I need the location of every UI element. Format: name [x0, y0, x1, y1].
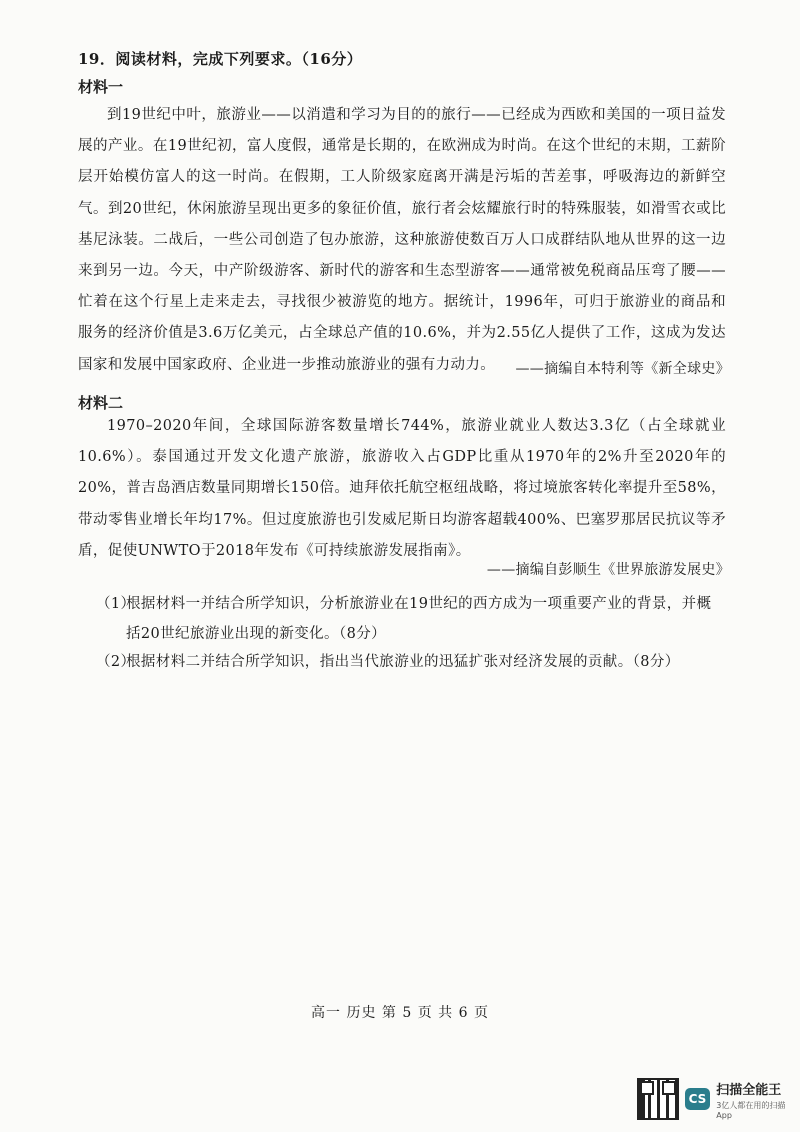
subquestion-text: 根据材料一并结合所学知识，分析旅游业在19世纪的西方成为一项重要产业的背景，并概 — [126, 596, 712, 612]
material2-text: 1970–2020年间，全球国际游客数量增长744%，旅游业就业人数达3.3亿（占全球就业10.6%）。泰国通过开发文化遗产旅游，旅游收入占GDP比重从1970年的2%升至2020年的20%，普吉岛酒店数量同期增长150倍。迪拜依托航空枢纽战略，将过境旅客转化率提升至58%，带动零售业增长年均17%。但过度旅游也引发威尼斯日均游客超载400%、巴塞罗那居民抗议等矛盾，促使UNWTO于2018年发布《可持续旅游发展指南》。 — [78, 418, 726, 559]
scanner-watermark — [637, 1078, 800, 1120]
scanner-tagline: 3亿人都在用的扫描App — [716, 1100, 786, 1120]
page-footer: 高一 历史 第 5 页 共 6 页 — [311, 1005, 489, 1021]
material2-heading: 材料二 — [78, 394, 124, 412]
scanner-name: 扫描全能王 — [716, 1082, 782, 1098]
subquestion-text: 根据材料二并结合所学知识，指出当代旅游业的迅猛扩张对经济发展的贡献。（8分） — [126, 654, 680, 670]
qr-code-icon — [637, 1078, 679, 1120]
question-title: 19．阅读材料，完成下列要求。（16分） — [78, 50, 363, 68]
material1-heading: 材料一 — [78, 78, 124, 96]
subquestion-2 — [96, 647, 736, 677]
subquestion-1 — [96, 589, 736, 649]
material2-source: ——摘编自彭顺生《世界旅游发展史》 — [486, 562, 730, 578]
material1-source: ——摘编自本特利等《新全球史》 — [515, 361, 730, 377]
camscanner-logo-icon: CS — [685, 1088, 711, 1110]
subquestion-number: （2） — [96, 654, 136, 670]
material1-text: 到19世纪中叶，旅游业——以消遣和学习为目的的旅行——已经成为西欧和美国的一项日益发展的产业。在19世纪初，富人度假，通常是长期的，在欧洲成为时尚。在这个世纪的末期，工薪阶层开始模仿富人的这一时尚。在假期，工人阶级家庭离开满是污垢的苦差事，呼吸海边的新鲜空气。到20世纪，休闲旅游呈现出更多的象征价值，旅行者会炫耀旅行时的特殊服装，如滑雪衣或比基尼泳装。二战后，一些公司创造了包办旅游，这种旅游使数百万人口成群结队地从世界的这一边来到另一边。今天，中产阶级游客、新时代的游客和生态型游客——通常被免税商品压弯了腰——忙着在这个行星上走来走去，寻找很少被游览的地方。据统计，1996年，可归于旅游业的商品和服务的经济价值是3.6万亿美元，占全球总产值的10.6%，并为2.55亿人提供了工作，这成为发达国家和发展中国家政府、企业进一步推动旅游业的强有力动力。 — [78, 107, 726, 373]
subquestion-text-continued: 括20世纪旅游业出现的新变化。（8分） — [126, 626, 387, 642]
subquestion-number: （1） — [96, 596, 136, 612]
